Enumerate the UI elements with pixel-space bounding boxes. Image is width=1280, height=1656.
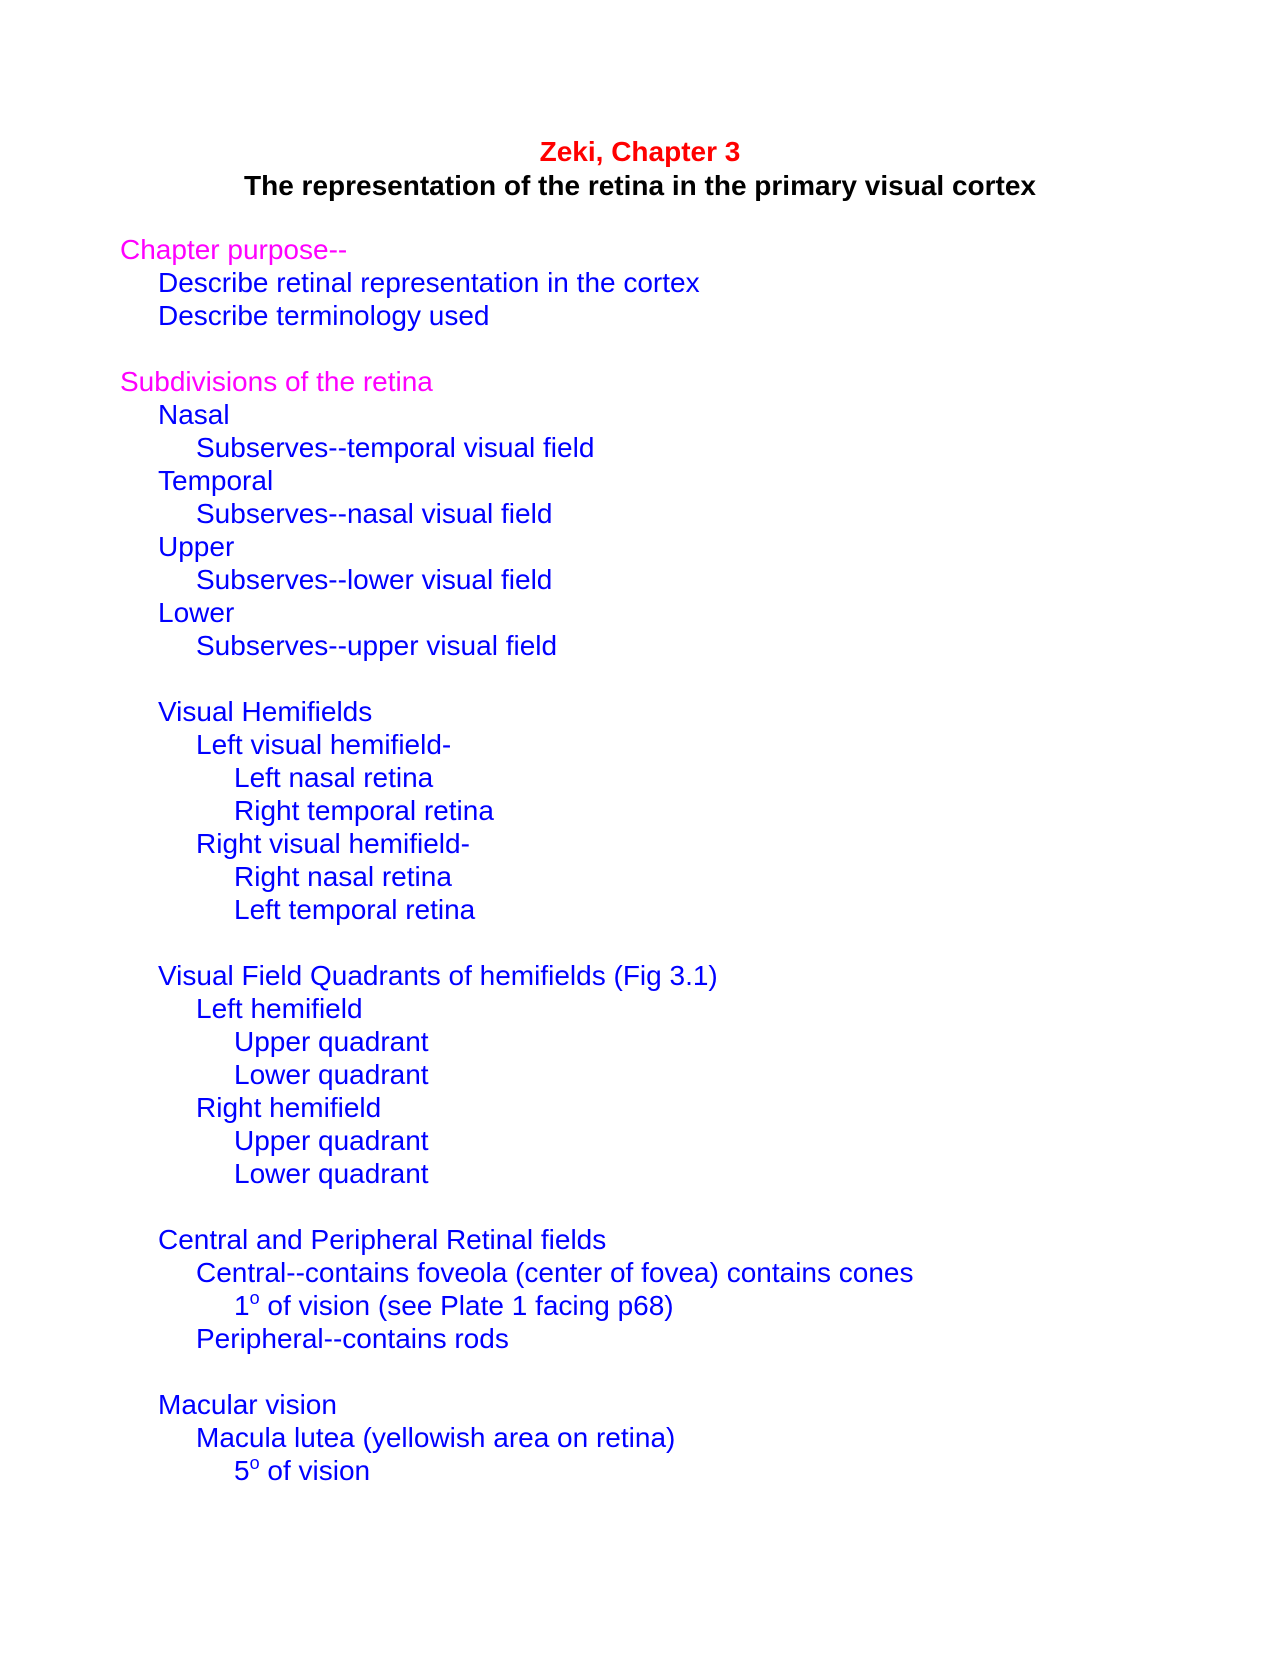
purpose-item: Describe terminology used [158, 300, 490, 331]
subdivision-temporal: Temporal [158, 465, 274, 496]
subdivision-lower: Lower [158, 597, 235, 628]
degree-value: 1 [234, 1290, 250, 1321]
degree-symbol: o [249, 1453, 260, 1473]
quadrant-item: Upper quadrant [234, 1026, 429, 1057]
degree-symbol: o [249, 1288, 260, 1308]
section-heading-quadrants: Visual Field Quadrants of hemifields (Fig 3.1) [158, 960, 718, 991]
subdivision-nasal-detail: Subserves--temporal visual field [196, 432, 595, 463]
hemifield-left-item: Left nasal retina [234, 762, 434, 793]
section-heading-purpose: Chapter purpose-- [120, 234, 348, 265]
quadrant-item: Lower quadrant [234, 1059, 429, 1090]
hemifield-right-item: Left temporal retina [234, 894, 476, 925]
section-heading-subdivisions: Subdivisions of the retina [120, 366, 433, 397]
subdivision-nasal: Nasal [158, 399, 230, 430]
hemifield-left: Left visual hemifield- [196, 729, 452, 760]
hemifield-left-item: Right temporal retina [234, 795, 494, 826]
quadrant-left-hemifield: Left hemifield [196, 993, 363, 1024]
degree-text: of vision [259, 1455, 371, 1486]
peripheral-field: Peripheral--contains rods [196, 1323, 509, 1354]
page-title: Zeki, Chapter 3 [539, 136, 741, 167]
central-field: Central--contains foveola (center of fovea) contains cones [196, 1257, 914, 1288]
hemifield-right-item: Right nasal retina [234, 861, 452, 892]
subdivision-upper-detail: Subserves--lower visual field [196, 564, 553, 595]
section-heading-macular: Macular vision [158, 1389, 337, 1420]
purpose-item: Describe retinal representation in the cortex [158, 267, 700, 298]
section-heading-central-peripheral: Central and Peripheral Retinal fields [158, 1224, 607, 1255]
subdivision-lower-detail: Subserves--upper visual field [196, 630, 558, 661]
central-field-degree [234, 1290, 674, 1322]
subdivision-temporal-detail: Subserves--nasal visual field [196, 498, 553, 529]
macula-lutea: Macula lutea (yellowish area on retina) [196, 1422, 676, 1453]
quadrant-item: Lower quadrant [234, 1158, 429, 1189]
degree-text: of vision (see Plate 1 facing p68) [259, 1290, 674, 1321]
macula-degree [234, 1455, 370, 1487]
quadrant-item: Upper quadrant [234, 1125, 429, 1156]
quadrant-right-hemifield: Right hemifield [196, 1092, 382, 1123]
degree-value: 5 [234, 1455, 250, 1486]
section-heading-hemifields: Visual Hemifields [158, 696, 373, 727]
hemifield-right: Right visual hemifield- [196, 828, 470, 859]
page-subtitle: The representation of the retina in the primary visual cortex [244, 170, 1036, 201]
subdivision-upper: Upper [158, 531, 235, 562]
